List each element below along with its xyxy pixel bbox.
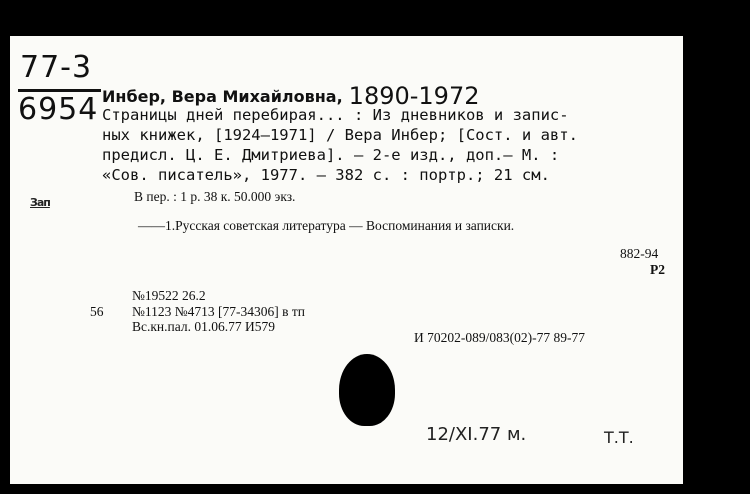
author-heading [102,80,480,108]
classification-2: Р2 [650,262,665,277]
title-line-3: предисл. Ц. Е. Дмитриева]. — 2-е изд., доп.— М. : [102,146,560,164]
handwritten-initials: Т.Т. [604,428,634,447]
number-line-2-prefix: 56 [90,304,104,319]
number-line-1: №19522 26.2 [132,288,206,303]
scan-border-right [683,30,750,494]
price-line: В пер. : 1 р. 38 к. 50.000 экз. [134,189,296,204]
index-line: И 70202-089/083(02)-77 89-77 [414,330,585,345]
shelf-mark-bottom: 6954 [18,92,99,127]
library-stamp: Зап [30,196,50,209]
number-line-3: Вс.кн.пал. 01.06.77 И579 [132,319,275,334]
handwritten-date: 12/XI.77 м. [426,424,527,445]
title-line-2: ных книжек, [1924—1971] / Вера Инбер; [Сост. и авт. [102,126,578,144]
author-years: 1890-1972 [348,82,480,110]
classification-1: 882-94 [620,246,659,261]
shelf-mark-top: 77-3 [20,50,93,85]
author-name: Инбер, Вера Михайловна, [102,87,343,106]
subject-line: ——1.Русская советская литература — Воспоминания и записки. [138,218,515,233]
title-line-4: «Сов. писатель», 1977. — 382 с. : портр.; 21 см. [102,166,550,184]
number-line-2: №1123 №4713 [77-34306] в тп [132,304,305,319]
card-punch-hole [339,354,395,426]
title-line-1: Страницы дней перебирая... : Из дневников и запис- [102,106,569,124]
catalog-card [10,36,683,484]
